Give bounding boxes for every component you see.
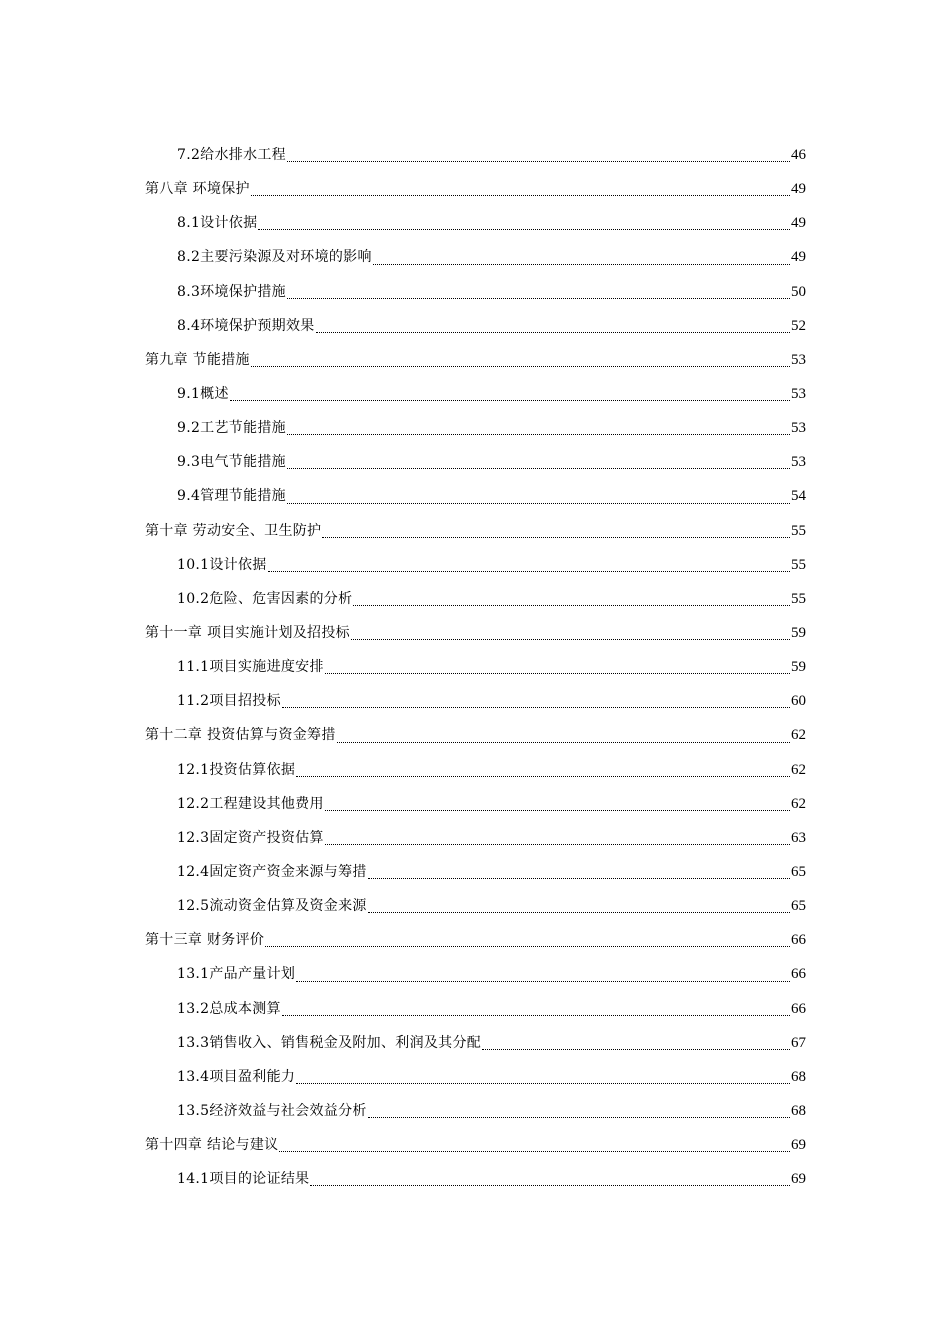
toc-entry-title: 12.1投资估算依据 (177, 761, 296, 778)
toc-page-number: 65 (791, 864, 806, 881)
toc-dot-leader (287, 147, 790, 162)
toc-dot-leader (322, 523, 790, 538)
toc-entry-title: 11.2项目招投标 (177, 693, 281, 710)
toc-entry-title: 9.4管理节能措施 (177, 488, 286, 505)
toc-entry-title: 8.1设计依据 (177, 215, 258, 232)
toc-page-number: 60 (791, 693, 806, 710)
toc-section-entry[interactable] (0, 1094, 950, 1128)
toc-entry-title: 9.2工艺节能措施 (177, 420, 286, 437)
toc-entry-title: 9.1概述 (177, 386, 229, 403)
toc-dot-leader (287, 420, 790, 435)
toc-page-number: 66 (791, 1000, 806, 1017)
table-of-contents (0, 138, 950, 1196)
toc-dot-leader (482, 1035, 790, 1050)
toc-entry-title: 第十一章 项目实施计划及招投标 (145, 625, 350, 642)
toc-chapter-entry[interactable] (0, 172, 950, 206)
toc-section-entry[interactable] (0, 1060, 950, 1094)
toc-section-entry[interactable] (0, 240, 950, 274)
toc-entry-title: 第十三章 财务评价 (145, 932, 265, 949)
toc-entry-title: 9.3电气节能措施 (177, 454, 286, 471)
toc-page-number: 49 (791, 215, 806, 232)
toc-page-number: 55 (791, 522, 806, 539)
toc-section-entry[interactable] (0, 855, 950, 889)
toc-page-number: 62 (791, 795, 806, 812)
toc-dot-leader (230, 386, 790, 401)
toc-section-entry[interactable] (0, 445, 950, 479)
toc-section-entry[interactable] (0, 309, 950, 343)
toc-section-entry[interactable] (0, 548, 950, 582)
toc-entry-title: 13.4项目盈利能力 (177, 1068, 296, 1085)
toc-page-number: 65 (791, 898, 806, 915)
toc-dot-leader (368, 898, 790, 913)
toc-page-number: 66 (791, 932, 806, 949)
toc-dot-leader (258, 215, 790, 230)
toc-page-number: 69 (791, 1137, 806, 1154)
toc-page-number: 53 (791, 351, 806, 368)
toc-page-number: 46 (791, 147, 806, 164)
toc-section-entry[interactable] (0, 889, 950, 923)
toc-page-number: 68 (791, 1068, 806, 1085)
toc-page-number: 50 (791, 283, 806, 300)
toc-entry-title: 13.2总成本测算 (177, 1000, 281, 1017)
toc-section-entry[interactable] (0, 1026, 950, 1060)
toc-page-number: 62 (791, 727, 806, 744)
toc-chapter-entry[interactable] (0, 1128, 950, 1162)
toc-chapter-entry[interactable] (0, 616, 950, 650)
toc-section-entry[interactable] (0, 957, 950, 991)
toc-section-entry[interactable] (0, 138, 950, 172)
toc-entry-title: 13.3销售收入、销售税金及附加、利润及其分配 (177, 1034, 482, 1051)
toc-entry-title: 8.2主要污染源及对环境的影响 (177, 249, 372, 266)
toc-dot-leader (287, 284, 790, 299)
toc-dot-leader (373, 250, 790, 265)
toc-section-entry[interactable] (0, 684, 950, 718)
toc-dot-leader (337, 728, 790, 743)
toc-page-number: 67 (791, 1034, 806, 1051)
toc-entry-title: 8.4环境保护预期效果 (177, 317, 315, 334)
toc-dot-leader (282, 693, 790, 708)
toc-page-number: 59 (791, 625, 806, 642)
toc-section-entry[interactable] (0, 411, 950, 445)
toc-dot-leader (296, 1069, 790, 1084)
toc-dot-leader (353, 591, 790, 606)
toc-entry-title: 第十二章 投资估算与资金筹措 (145, 727, 336, 744)
toc-page-number: 55 (791, 556, 806, 573)
toc-dot-leader (287, 489, 790, 504)
toc-section-entry[interactable] (0, 206, 950, 240)
toc-dot-leader (296, 762, 790, 777)
toc-section-entry[interactable] (0, 753, 950, 787)
toc-entry-title: 12.4固定资产资金来源与筹措 (177, 864, 367, 881)
toc-section-entry[interactable] (0, 992, 950, 1026)
toc-page-number: 68 (791, 1103, 806, 1119)
toc-entry-title: 第九章 节能措施 (145, 351, 250, 368)
toc-dot-leader (251, 181, 790, 196)
toc-entry-title: 7.2给水排水工程 (177, 147, 286, 164)
toc-entry-title: 12.2工程建设其他费用 (177, 795, 324, 812)
toc-section-entry[interactable] (0, 1162, 950, 1196)
toc-dot-leader (325, 796, 790, 811)
toc-dot-leader (325, 830, 790, 845)
toc-page-number: 66 (791, 966, 806, 983)
toc-page-number: 53 (791, 386, 806, 403)
toc-dot-leader (296, 967, 790, 982)
toc-entry-title: 第八章 环境保护 (145, 181, 250, 198)
toc-page-number: 52 (791, 317, 806, 334)
toc-entry-title: 11.1项目实施进度安排 (177, 659, 324, 676)
toc-entry-title: 13.5经济效益与社会效益分析 (177, 1103, 367, 1119)
toc-chapter-entry[interactable] (0, 343, 950, 377)
toc-dot-leader (268, 557, 790, 572)
toc-entry-title: 10.1设计依据 (177, 556, 267, 573)
toc-chapter-entry[interactable] (0, 514, 950, 548)
toc-chapter-entry[interactable] (0, 718, 950, 752)
toc-page-number: 49 (791, 181, 806, 198)
toc-page-number: 69 (791, 1171, 806, 1188)
toc-dot-leader (351, 625, 790, 640)
toc-entry-title: 13.1产品产量计划 (177, 966, 296, 983)
toc-page-number: 63 (791, 829, 806, 846)
toc-dot-leader (316, 318, 790, 333)
toc-dot-leader (282, 1001, 790, 1016)
toc-section-entry[interactable] (0, 275, 950, 309)
toc-dot-leader (325, 659, 790, 674)
toc-page-number: 49 (791, 249, 806, 266)
toc-section-entry[interactable] (0, 582, 950, 616)
toc-entry-title: 14.1项目的论证结果 (177, 1171, 310, 1188)
toc-entry-title: 12.3固定资产投资估算 (177, 829, 324, 846)
toc-page-number: 54 (791, 488, 806, 505)
toc-page-number: 59 (791, 659, 806, 676)
toc-dot-leader (251, 352, 790, 367)
toc-dot-leader (279, 1137, 790, 1152)
toc-entry-title: 10.2危险、危害因素的分析 (177, 590, 353, 607)
toc-entry-title: 8.3环境保护措施 (177, 283, 286, 300)
toc-dot-leader (368, 1103, 790, 1118)
toc-entry-title: 第十四章 结论与建议 (145, 1137, 279, 1154)
toc-dot-leader (287, 454, 790, 469)
toc-dot-leader (310, 1171, 790, 1186)
toc-section-entry[interactable] (0, 821, 950, 855)
toc-page-number: 53 (791, 420, 806, 437)
toc-dot-leader (368, 864, 790, 879)
toc-chapter-entry[interactable] (0, 923, 950, 957)
toc-section-entry[interactable] (0, 377, 950, 411)
toc-page-number: 55 (791, 590, 806, 607)
toc-page-number: 53 (791, 454, 806, 471)
toc-page-number: 62 (791, 761, 806, 778)
toc-entry-title: 第十章 劳动安全、卫生防护 (145, 522, 322, 539)
toc-section-entry[interactable] (0, 787, 950, 821)
toc-section-entry[interactable] (0, 479, 950, 513)
toc-section-entry[interactable] (0, 650, 950, 684)
toc-dot-leader (265, 932, 790, 947)
toc-entry-title: 12.5流动资金估算及资金来源 (177, 898, 367, 915)
